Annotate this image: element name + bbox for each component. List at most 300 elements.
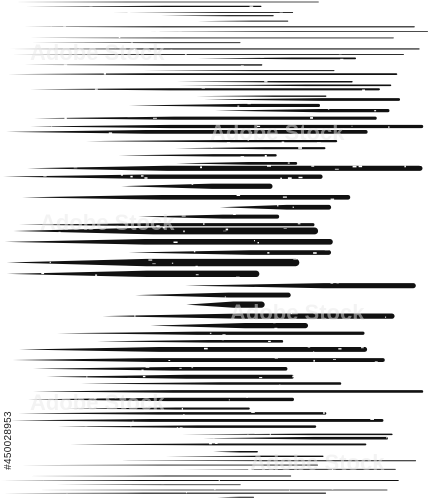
grunge-speck	[190, 203, 193, 204]
grunge-speck	[417, 117, 420, 118]
grunge-speck	[323, 412, 325, 414]
grunge-speck	[190, 47, 191, 48]
grunge-speck	[332, 488, 334, 490]
grunge-speck	[180, 427, 183, 428]
grunge-speck	[186, 492, 187, 493]
grunge-speck	[390, 274, 392, 275]
grunge-speck	[156, 225, 159, 227]
grunge-speck	[278, 488, 279, 489]
speed-line	[121, 184, 272, 189]
grunge-speck	[380, 46, 382, 48]
grunge-speck	[112, 354, 114, 355]
grunge-speck	[41, 273, 44, 274]
grunge-speck	[357, 181, 360, 183]
grunge-speck	[214, 246, 218, 248]
grunge-speck	[318, 113, 321, 114]
grunge-speck	[115, 324, 118, 325]
grunge-speck	[359, 172, 360, 173]
grunge-speck	[292, 450, 295, 452]
grunge-speck	[97, 454, 99, 455]
grunge-speck	[81, 235, 85, 237]
speed-line	[24, 26, 415, 27]
grunge-speck	[280, 11, 283, 13]
grunge-speck	[115, 282, 119, 284]
grunge-speck	[200, 166, 202, 168]
grunge-speck	[325, 256, 327, 258]
grunge-speck	[75, 183, 76, 184]
grunge-speck	[183, 414, 185, 415]
grunge-speck	[300, 20, 301, 21]
grunge-speck	[76, 447, 77, 448]
grunge-speck	[334, 152, 337, 153]
grunge-speck	[65, 312, 67, 314]
grunge-speck	[78, 250, 79, 252]
speed-line	[6, 130, 368, 134]
grunge-speck	[163, 227, 165, 228]
speed-line	[178, 469, 396, 470]
speed-line	[118, 154, 276, 156]
speed-line	[18, 412, 326, 415]
speed-line	[12, 54, 404, 55]
grunge-speck	[183, 231, 184, 233]
grunge-speck	[328, 195, 331, 196]
grunge-speck	[181, 442, 185, 444]
grunge-speck	[136, 254, 139, 255]
grunge-speck	[171, 147, 174, 148]
grunge-speck	[254, 240, 255, 241]
grunge-speck	[222, 446, 226, 448]
grunge-speck	[117, 193, 118, 194]
grunge-speck	[209, 107, 212, 108]
grunge-speck	[260, 56, 264, 58]
speed-line	[11, 419, 384, 422]
grunge-speck	[208, 417, 210, 419]
grunge-speck	[248, 103, 251, 104]
speed-line	[33, 390, 423, 393]
grunge-speck	[133, 62, 134, 64]
grunge-speck	[207, 310, 208, 311]
grunge-speck	[284, 15, 287, 16]
grunge-speck	[298, 137, 299, 138]
grunge-speck	[213, 219, 217, 220]
grunge-speck	[131, 425, 132, 427]
grunge-speck	[379, 389, 380, 390]
grunge-speck	[169, 311, 170, 312]
grunge-speck	[92, 395, 93, 396]
grunge-speck	[150, 61, 151, 62]
grunge-speck	[383, 158, 384, 159]
speed-line	[5, 239, 333, 245]
grunge-speck	[175, 83, 177, 84]
grunge-speck	[311, 166, 314, 167]
grunge-speck	[129, 389, 133, 390]
grunge-speck	[157, 386, 161, 387]
grunge-speck	[388, 416, 392, 417]
grunge-speck	[115, 396, 118, 397]
grunge-speck	[247, 397, 248, 398]
speed-line	[203, 437, 388, 440]
grunge-speck	[52, 462, 53, 463]
grunge-speck	[146, 424, 148, 425]
grunge-speck	[326, 203, 328, 204]
grunge-speck	[252, 67, 254, 69]
speed-line	[176, 162, 297, 165]
grunge-speck	[237, 194, 241, 196]
grunge-speck	[87, 117, 89, 118]
grunge-speck	[123, 214, 124, 215]
grunge-speck	[94, 277, 96, 279]
grunge-speck	[58, 238, 62, 239]
grunge-speck	[282, 142, 285, 143]
grunge-speck	[185, 53, 187, 55]
grunge-speck	[184, 19, 188, 21]
grunge-speck	[370, 419, 374, 420]
grunge-speck	[109, 132, 112, 134]
grunge-speck	[264, 81, 267, 82]
grunge-speck	[308, 377, 311, 379]
grunge-speck	[375, 484, 378, 485]
grunge-speck	[270, 153, 273, 154]
grunge-speck	[50, 456, 51, 458]
grunge-speck	[180, 193, 183, 194]
grunge-speck	[373, 21, 374, 23]
grunge-speck	[293, 259, 297, 260]
grunge-speck	[157, 285, 161, 287]
grunge-speck	[120, 459, 123, 461]
grunge-speck	[142, 209, 143, 210]
speed-line	[30, 125, 423, 128]
grunge-speck	[113, 103, 117, 105]
grunge-speck	[70, 79, 71, 81]
grunge-speck	[193, 146, 197, 148]
speed-line	[186, 301, 264, 307]
grunge-speck	[389, 65, 390, 66]
speed-line	[3, 493, 326, 494]
grunge-speck	[150, 152, 152, 153]
grunge-speck	[168, 181, 172, 182]
grunge-speck	[211, 147, 212, 148]
grunge-speck	[144, 433, 147, 434]
grunge-speck	[222, 339, 224, 341]
grunge-speck	[100, 50, 102, 51]
grunge-speck	[296, 462, 299, 463]
speed-line	[113, 12, 294, 13]
grunge-speck	[77, 49, 80, 50]
grunge-speck	[218, 123, 219, 124]
speed-line	[220, 205, 331, 210]
grunge-speck	[203, 223, 204, 225]
speed-line	[30, 88, 380, 90]
grunge-speck	[358, 79, 360, 80]
grunge-speck	[100, 454, 104, 455]
grunge-speck	[361, 347, 364, 348]
speed-line	[179, 85, 391, 87]
grunge-speck	[86, 24, 89, 25]
grunge-speck	[95, 89, 98, 90]
grunge-speck	[143, 376, 146, 377]
grunge-speck	[276, 309, 277, 310]
grunge-speck	[411, 244, 413, 245]
grunge-speck	[331, 199, 335, 200]
grunge-speck	[133, 421, 134, 422]
grunge-speck	[182, 216, 186, 217]
grunge-speck	[417, 425, 419, 426]
grunge-speck	[139, 323, 141, 324]
grunge-speck	[87, 376, 88, 378]
grunge-speck	[196, 274, 199, 275]
grunge-speck	[91, 494, 94, 496]
speed-line	[22, 195, 350, 200]
speed-line	[185, 283, 416, 288]
watermark-text: Adobe Stock	[30, 390, 165, 415]
grunge-speck	[376, 203, 380, 204]
grunge-speck	[107, 449, 108, 450]
grunge-speck	[315, 13, 319, 14]
grunge-speck	[366, 136, 368, 137]
grunge-speck	[418, 408, 422, 409]
grunge-speck	[65, 219, 67, 220]
grunge-speck	[77, 33, 80, 34]
grunge-speck	[57, 458, 60, 459]
grunge-speck	[347, 415, 350, 417]
speed-line	[13, 358, 385, 362]
grunge-speck	[45, 34, 47, 36]
grunge-speck	[299, 14, 303, 16]
grunge-speck	[337, 283, 339, 284]
grunge-speck	[80, 233, 82, 234]
grunge-speck	[364, 43, 367, 44]
grunge-speck	[399, 466, 403, 467]
grunge-speck	[134, 49, 136, 51]
grunge-speck	[285, 289, 288, 290]
grunge-speck	[53, 450, 54, 452]
grunge-speck	[107, 179, 110, 180]
grunge-speck	[140, 249, 142, 250]
speed-line	[56, 484, 241, 485]
grunge-speck	[337, 257, 341, 258]
grunge-speck	[366, 241, 367, 242]
grunge-speck	[418, 243, 419, 244]
grunge-speck	[74, 423, 78, 424]
grunge-speck	[419, 22, 422, 24]
grunge-speck	[364, 235, 368, 237]
grunge-speck	[219, 381, 223, 382]
grunge-speck	[394, 422, 395, 423]
grunge-speck	[273, 129, 275, 130]
grunge-speck	[359, 166, 363, 168]
grunge-speck	[156, 424, 158, 425]
grunge-speck	[371, 195, 374, 196]
grunge-speck	[194, 251, 195, 252]
speed-line	[128, 250, 331, 255]
speed-line	[198, 58, 356, 60]
grunge-speck	[385, 317, 386, 318]
grunge-speck	[399, 29, 402, 30]
grunge-speck	[140, 85, 143, 86]
grunge-speck	[408, 56, 410, 58]
grunge-speck	[103, 181, 104, 182]
grunge-speck	[172, 149, 174, 151]
grunge-speck	[333, 359, 336, 360]
grunge-speck	[50, 262, 51, 263]
grunge-speck	[44, 382, 46, 383]
grunge-speck	[151, 428, 155, 429]
grunge-speck	[354, 24, 356, 25]
grunge-speck	[73, 235, 75, 236]
grunge-speck	[108, 477, 109, 479]
grunge-speck	[207, 101, 209, 103]
grunge-speck	[257, 126, 260, 127]
speed-line	[175, 147, 325, 149]
speed-line	[22, 465, 318, 466]
speed-line	[213, 451, 258, 452]
watermark-text: Adobe Stock	[210, 120, 345, 145]
grunge-speck	[237, 106, 239, 107]
grunge-speck	[250, 6, 254, 7]
grunge-speck	[62, 101, 65, 102]
grunge-speck	[169, 453, 170, 454]
speed-line	[33, 367, 287, 371]
grunge-speck	[226, 203, 230, 204]
grunge-speck	[379, 91, 381, 93]
grunge-speck	[340, 59, 343, 60]
grunge-speck	[285, 137, 287, 138]
grunge-speck	[406, 280, 409, 281]
grunge-speck	[213, 438, 215, 439]
grunge-speck	[387, 240, 388, 241]
speed-line	[182, 434, 393, 436]
speed-line	[19, 223, 314, 226]
grunge-speck	[40, 76, 41, 78]
grunge-speck	[112, 282, 114, 283]
grunge-speck	[237, 281, 239, 282]
grunge-speck	[174, 242, 178, 244]
grunge-speck	[335, 169, 339, 170]
speed-line	[102, 313, 394, 318]
grunge-speck	[229, 400, 230, 401]
grunge-speck	[334, 397, 338, 398]
speed-line	[129, 104, 320, 107]
grunge-speck	[152, 264, 155, 265]
grunge-speck	[99, 143, 101, 145]
speed-line	[161, 15, 274, 16]
grunge-speck	[130, 176, 132, 178]
grunge-speck	[363, 237, 367, 238]
speed-line	[13, 228, 318, 235]
grunge-speck	[277, 205, 278, 206]
grunge-speck	[241, 65, 244, 66]
grunge-speck	[142, 370, 144, 372]
grunge-speck	[381, 482, 384, 483]
grunge-speck	[275, 357, 278, 358]
grunge-speck	[71, 290, 73, 291]
grunge-speck	[246, 344, 248, 345]
grunge-speck	[388, 126, 389, 128]
speed-line	[149, 31, 428, 32]
grunge-speck	[61, 308, 63, 309]
grunge-speck	[196, 266, 198, 267]
grunge-speck	[169, 98, 173, 99]
speed-line	[217, 497, 254, 498]
grunge-speck	[170, 49, 172, 50]
speed-line	[24, 64, 262, 65]
grunge-speck	[395, 405, 398, 407]
grunge-speck	[315, 41, 316, 42]
grunge-speck	[252, 403, 254, 404]
grunge-speck	[371, 402, 373, 404]
grunge-speck	[69, 314, 72, 315]
grunge-speck	[101, 253, 103, 254]
grunge-speck	[188, 97, 190, 99]
grunge-speck	[261, 67, 264, 68]
grunge-speck	[63, 27, 66, 28]
grunge-speck	[258, 242, 260, 243]
grunge-speck	[251, 411, 255, 413]
grunge-speck	[374, 195, 375, 196]
speed-line	[80, 382, 341, 385]
grunge-speck	[367, 326, 370, 327]
grunge-speck	[315, 212, 317, 214]
grunge-speck	[144, 177, 147, 178]
grunge-speck	[60, 411, 62, 412]
grunge-speck	[54, 247, 57, 249]
grunge-speck	[109, 183, 112, 185]
grunge-speck	[222, 334, 225, 336]
speed-line	[30, 37, 394, 38]
grunge-speck	[269, 102, 273, 103]
grunge-speck	[122, 136, 126, 137]
grunge-speck	[257, 447, 258, 448]
grunge-speck	[161, 483, 164, 484]
grunge-speck	[183, 309, 186, 310]
grunge-speck	[352, 126, 353, 127]
grunge-speck	[370, 340, 373, 341]
grunge-speck	[347, 466, 350, 467]
grunge-speck	[67, 60, 70, 62]
grunge-speck	[413, 64, 416, 65]
grunge-speck	[109, 418, 112, 419]
grunge-speck	[414, 351, 416, 352]
speed-line	[1, 480, 399, 481]
grunge-speck	[178, 30, 181, 31]
grunge-speck	[153, 118, 157, 119]
grunge-speck	[351, 386, 354, 387]
grunge-speck	[94, 397, 97, 399]
grunge-speck	[407, 292, 409, 294]
grunge-speck	[273, 322, 276, 324]
grunge-speck	[363, 216, 367, 217]
grunge-speck	[146, 336, 150, 338]
grunge-speck	[353, 204, 354, 205]
speed-line	[28, 476, 291, 477]
grunge-speck	[59, 232, 61, 233]
grunge-speck	[141, 175, 144, 176]
grunge-speck	[155, 430, 156, 431]
grunge-speck	[359, 254, 360, 255]
grunge-speck	[284, 228, 287, 229]
grunge-speck	[369, 322, 372, 324]
grunge-speck	[95, 275, 97, 276]
grunge-speck	[219, 480, 220, 481]
grunge-speck	[420, 108, 421, 109]
grunge-speck	[111, 204, 113, 206]
grunge-speck	[215, 442, 218, 444]
grunge-speck	[292, 376, 295, 378]
grunge-speck	[384, 175, 386, 176]
grunge-speck	[353, 166, 357, 168]
grunge-speck	[252, 310, 255, 311]
grunge-speck	[76, 326, 80, 327]
